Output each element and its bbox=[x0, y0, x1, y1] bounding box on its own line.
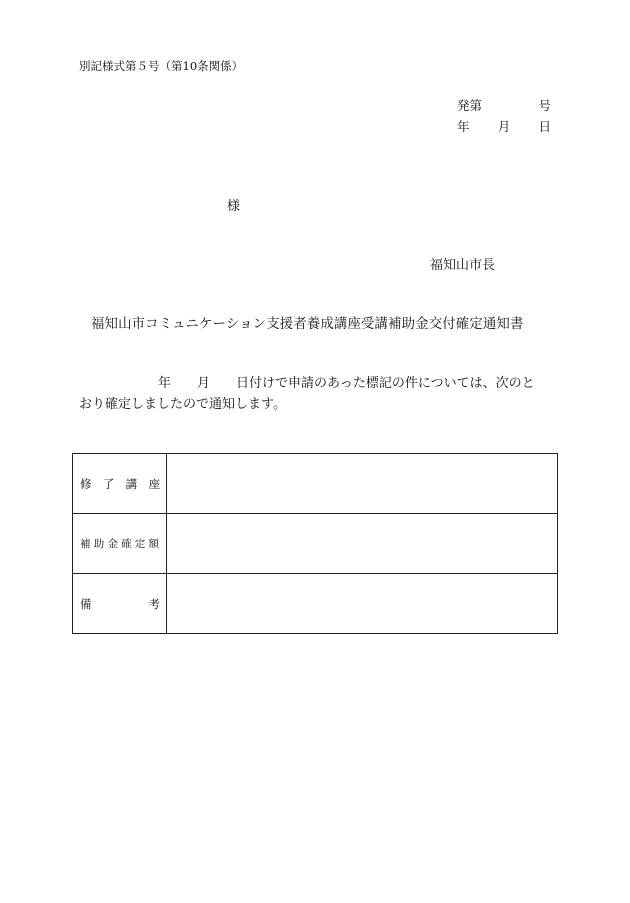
subsidy-amount-label: 補 助 金 確 定 額 bbox=[73, 514, 167, 574]
date-year-label: 年 bbox=[457, 119, 470, 134]
completed-course-label: 修 了 講 座 bbox=[73, 454, 167, 514]
form-number-label: 別記様式第５号（第10条関係） bbox=[79, 59, 244, 73]
issuer-name: 福知山市長 bbox=[430, 258, 496, 273]
table-row bbox=[73, 514, 558, 574]
date-day-label: 日 bbox=[538, 119, 551, 134]
body-text-line-1 bbox=[158, 377, 535, 390]
document-number-suffix: 号 bbox=[538, 98, 551, 113]
body-text-line-2: おり確定しましたので通知します。 bbox=[79, 397, 286, 412]
date-month-label: 月 bbox=[497, 119, 511, 134]
completed-course-value bbox=[167, 454, 558, 514]
addressee-honorific: 様 bbox=[227, 199, 241, 214]
table-row bbox=[73, 574, 558, 634]
remarks-label: 備 考 bbox=[73, 574, 167, 634]
document-number-prefix: 発第 bbox=[457, 98, 483, 113]
body-month-label: 月 bbox=[197, 376, 211, 391]
confirmation-details-table bbox=[72, 453, 558, 634]
table-row bbox=[73, 454, 558, 514]
document-title: 福知山市コミュニケーション支援者養成講座受講補助金交付確定通知書 bbox=[91, 317, 524, 332]
body-year-label: 年 bbox=[158, 376, 172, 391]
document-number-line bbox=[457, 100, 551, 113]
subsidy-amount-value bbox=[167, 514, 558, 574]
remarks-value bbox=[167, 574, 558, 634]
issue-date-line bbox=[457, 121, 551, 134]
body-line-1-text: 日付けで申請のあった標記の件については、次のと bbox=[236, 376, 535, 391]
